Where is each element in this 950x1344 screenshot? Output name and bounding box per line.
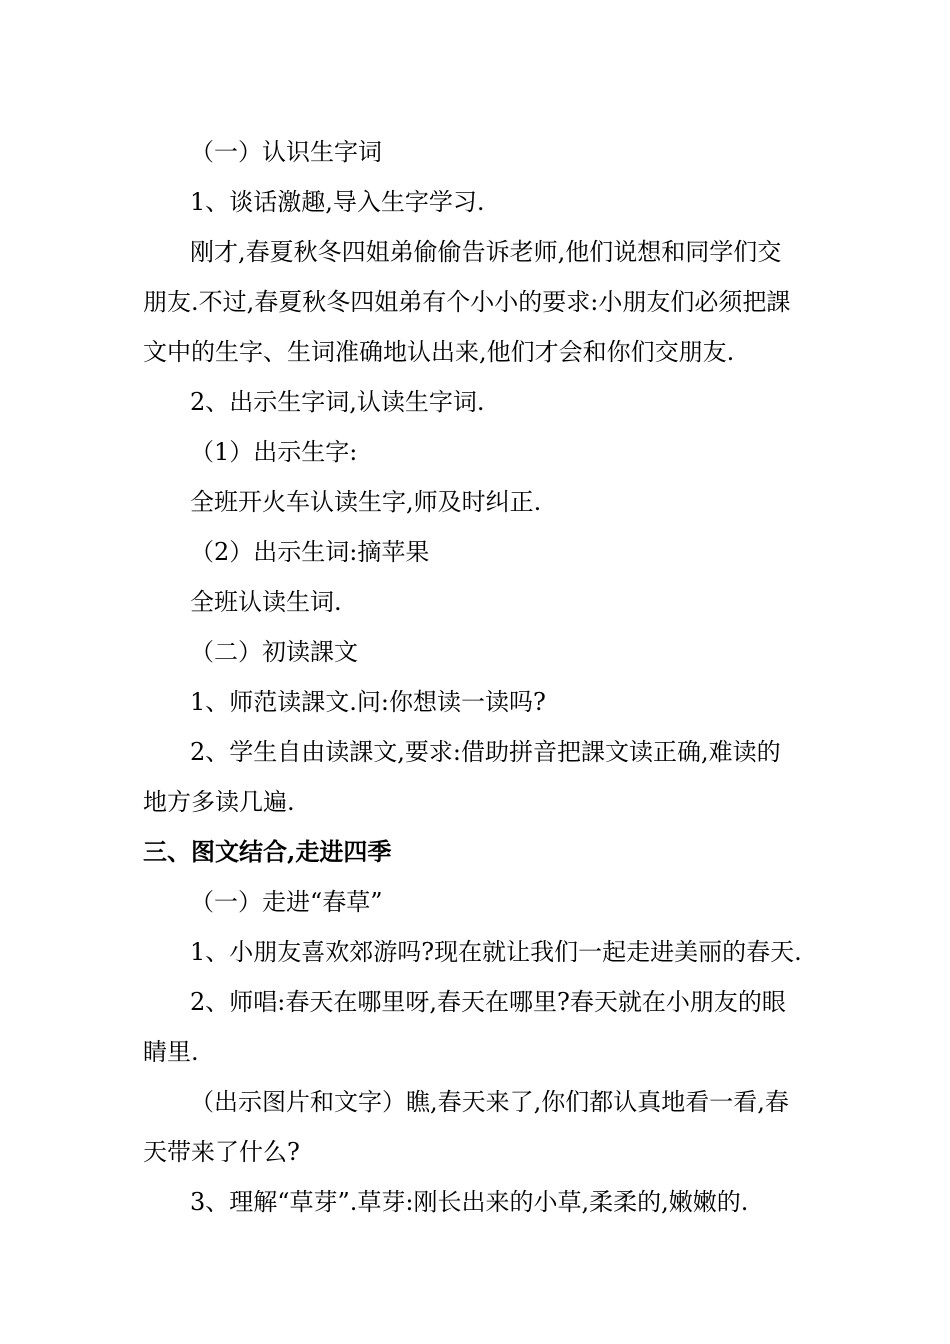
section-heading-three: 三、图文结合,走进四季	[143, 837, 392, 866]
paragraph-line: 2、出示生字词,认读生字词.	[190, 388, 485, 416]
paragraph-line: 3、理解“草芽”.草芽:刚长出来的小草,柔柔的,嫩嫩的.	[190, 1188, 749, 1216]
subheading-recognize-words: （一）认识生字词	[190, 138, 382, 166]
paragraph-line: 1、师范读課文.问:你想读一读吗?	[190, 688, 546, 716]
paragraph-line: 1、小朋友喜欢郊游吗?现在就让我们一起走进美丽的春天.	[190, 938, 802, 966]
paragraph-line: 全班认读生词.	[190, 588, 342, 616]
paragraph-line: 刚才,春夏秋冬四姐弟偷偷告诉老师,他们说想和同学们交	[190, 238, 782, 266]
paragraph-line: 2、学生自由读課文,要求:借助拼音把課文读正确,难读的	[190, 738, 781, 766]
subheading-first-reading: （二）初读課文	[190, 638, 358, 666]
paragraph-line: 睛里.	[143, 1038, 199, 1066]
paragraph-line: 地方多读几遍.	[143, 788, 295, 816]
paragraph-line: 全班开火车认读生字,师及时纠正.	[190, 488, 542, 516]
paragraph-line: （2）出示生词:摘苹果	[190, 538, 430, 566]
paragraph-line: （出示图片和文字）瞧,春天来了,你们都认真地看一看,春	[190, 1088, 789, 1116]
paragraph-line: （1）出示生字:	[190, 438, 358, 466]
paragraph-line: 天带来了什么?	[143, 1138, 300, 1166]
subheading-spring-grass: （一）走进“春草”	[190, 888, 383, 916]
paragraph-line: 文中的生字、生词准确地认出来,他们才会和你们交朋友.	[143, 338, 735, 366]
paragraph-line: 2、师唱:春天在哪里呀,春天在哪里?春天就在小朋友的眼	[190, 988, 786, 1016]
paragraph-line: 1、谈话激趣,导入生字学习.	[190, 188, 485, 216]
paragraph-line: 朋友.不过,春夏秋冬四姐弟有个小小的要求:小朋友们必须把課	[143, 288, 791, 316]
